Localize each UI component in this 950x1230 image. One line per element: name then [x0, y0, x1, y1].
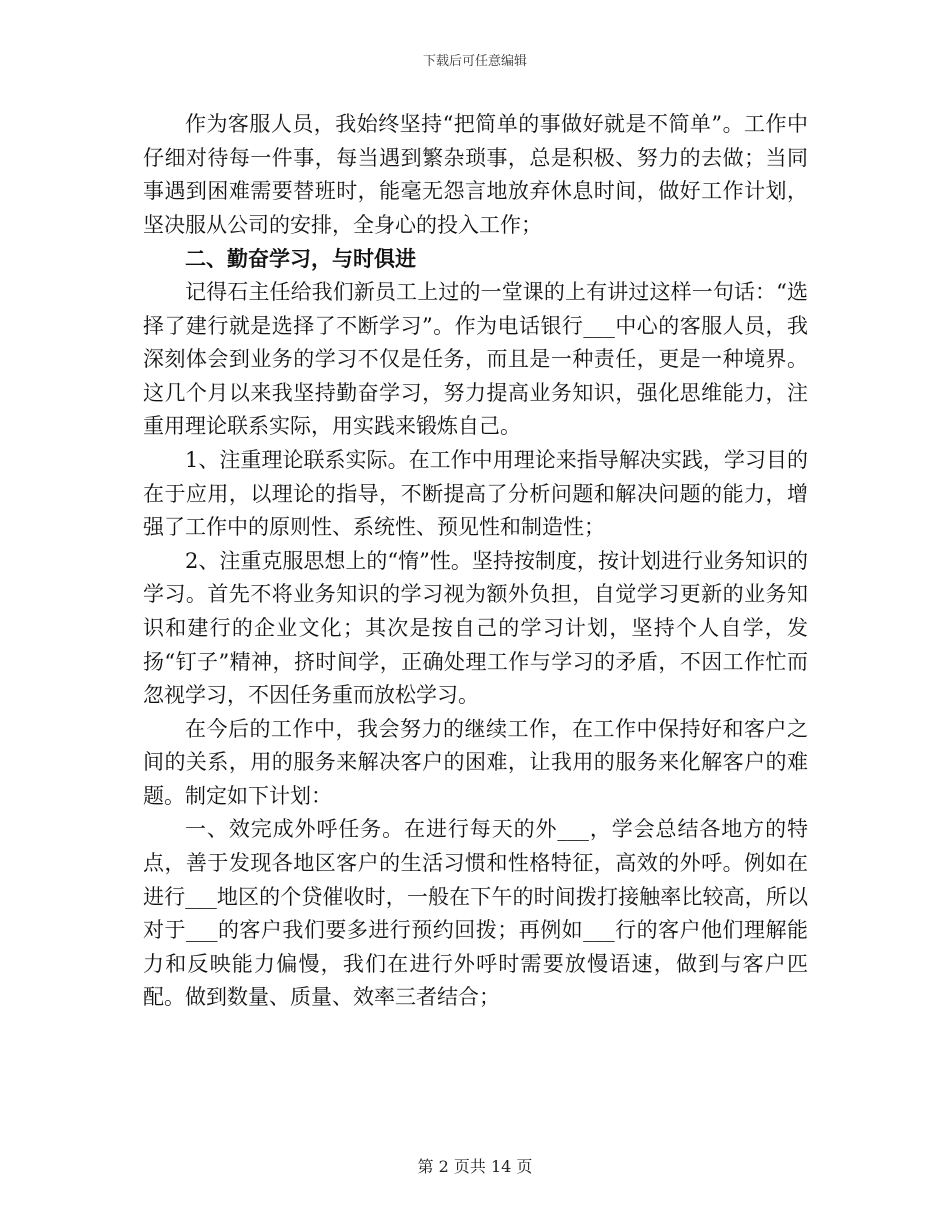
page-header: 下载后可任意编辑	[422, 54, 527, 69]
document-body	[143, 108, 808, 1015]
paragraph-study-intro: 记得石主任给我们新员工上过的一堂课的上有讲过这样一句话：“选择了建行就是选择了不断学习”。作为电话银行___中心的客服人员，我深刻体会到业务的学习不仅是任务，而且是一种责任，更是一种境界。这几个月以来我坚持勤奋学习，努力提高业务知识，强化思维能力，注重用理论联系实际，用实践来锻炼自己。	[143, 279, 808, 439]
paragraph-overcome-inertia: 2、注重克服思想上的“惰”性。坚持按制度，按计划进行业务知识的学习。首先不将业务知识的学习视为额外负担，自觉学习更新的业务知识和建行的企业文化；其次是按自己的学习计划，坚持个人自学，发扬“钉子”精神，挤时间学，正确处理工作与学习的矛盾，不因工作忙而忽视学习，不因任务重而放松学习。	[143, 548, 808, 708]
paragraph-future-work: 在今后的工作中，我会努力的继续工作，在工作中保持好和客户之间的关系，用的服务来解决客户的困难，让我用的服务来化解客户的难题。制定如下计划：	[143, 716, 808, 808]
paragraph-service-attitude: 作为客服人员，我始终坚持“把简单的事做好就是不简单”。工作中仔细对待每一件事，每当遇到繁杂琐事，总是积极、努力的去做；当同事遇到困难需要替班时，能毫无怨言地放弃休息时间，做好工作计划，坚决服从公司的安排，全身心的投入工作；	[143, 112, 808, 237]
paragraph-outbound-calls: 一、效完成外呼任务。在进行每天的外___，学会总结各地方的特点，善于发现各地区客户的生活习惯和性格特征，高效的外呼。例如在进行___地区的个贷催收时，一般在下午的时间拨打接触率比较高，所以对于___的客户我们要多进行预约回拨；再例如___行的客户他们理解能力和反映能力偏慢，我们在进行外呼时需要放慢语速，做到与客户匹配。做到数量、质量、效率三者结合；	[143, 817, 808, 1010]
section-heading-study: 二、勤奋学习，与时俱进	[185, 246, 416, 272]
paragraph-theory-practice: 1、注重理论联系实际。在工作中用理论来指导解决实践，学习目的在于应用，以理论的指导，不断提高了分析问题和解决问题的能力，增强了工作中的原则性、系统性、预见性和制造性；	[143, 447, 808, 540]
page-number: 第 2 页共 14 页	[417, 1157, 533, 1176]
